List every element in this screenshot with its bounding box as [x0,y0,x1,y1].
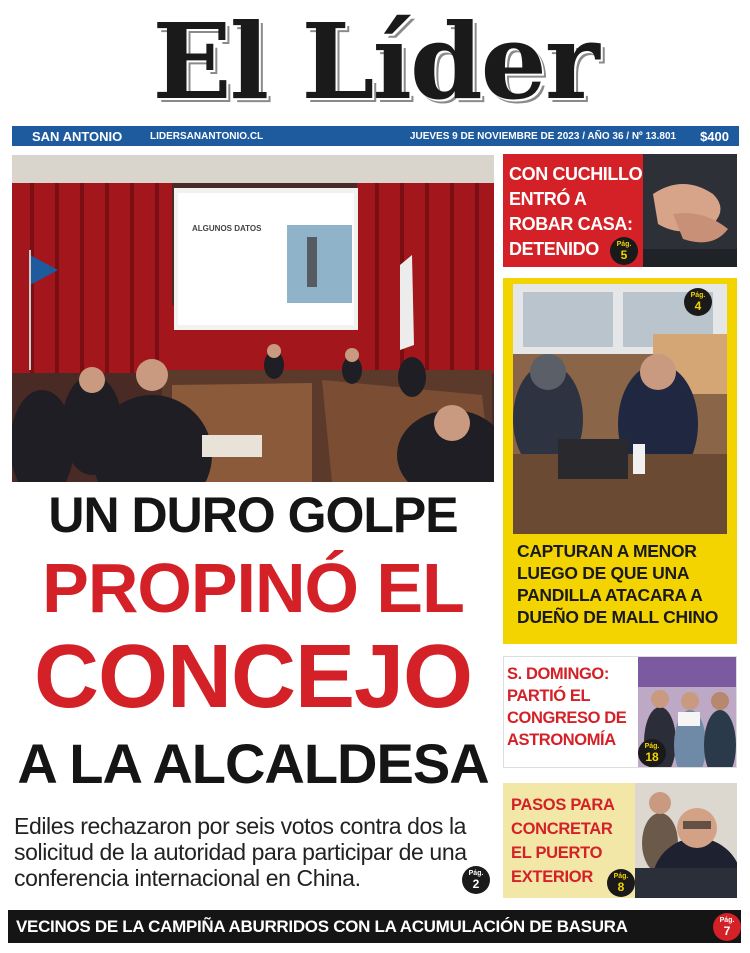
page-number: 2 [472,877,480,891]
main-story-page-badge[interactable] [462,866,490,894]
side-story-page-badge[interactable] [684,288,712,316]
page-label: Pág. [644,743,660,750]
page-label: Pág. [468,870,484,877]
edition-date: JUEVES 9 DE NOVIEMBRE DE 2023 / AÑO 36 / Nº 13.801 [409,130,677,142]
handcuffed-hands-image [643,154,737,267]
website-link[interactable]: LIDERSANANTONIO.CL [150,130,264,142]
side-story-headline: CAPTURAN A MENOR LUEGO DE QUE UNA PANDILLA ATACARA A DUEÑO DE MALL CHINO [517,541,719,627]
bottom-story-bar[interactable] [8,910,741,943]
main-story-deck: Ediles rechazaron por seis votos contra dos la solicitud de la autoridad para participar de una conferencia internacional en China. [14,813,467,891]
courtroom-image [513,284,727,534]
side-story-outer-port[interactable] [503,783,737,898]
side-story-page-badge[interactable] [607,869,635,897]
main-headline-line-2[interactable]: PROPINÓ EL [42,549,464,627]
edition-city: SAN ANTONIO [32,128,123,144]
masthead [0,0,750,124]
page-number: 18 [645,750,659,764]
page-label: Pág. [690,292,706,299]
side-story-headline: CON CUCHILLO ENTRÓ A ROBAR CASA: DETENIDO [509,164,643,259]
main-headline-line-4[interactable]: A LA ALCALDESA [17,732,489,795]
side-story-photo [635,783,737,898]
bottom-story-headline: VECINOS DE LA CAMPIÑA ABURRIDOS CON LA ACUMULACIÓN DE BASURA [16,917,628,936]
page-label: Pág. [719,917,735,924]
council-meeting-image [12,155,494,482]
price-label: $400 [700,128,729,144]
page-number: 4 [694,299,702,313]
side-story-headline: PASOS PARA CONCRETAR EL PUERTO EXTERIOR [511,796,615,886]
newspaper-title: El Líder [152,0,598,123]
side-story-headline: S. DOMINGO: PARTIÓ EL CONGRESO DE ASTRONOMÍA [507,665,627,749]
page-number: 5 [620,248,628,262]
side-story-page-badge[interactable] [610,237,638,265]
main-headline-line-3[interactable]: CONCEJO [33,627,473,727]
side-story-photo [643,154,737,267]
main-story-photo[interactable] [12,155,494,482]
screen-text: ALGUNOS DATOS [192,224,262,233]
bottom-story-page-badge[interactable] [713,913,741,941]
page-label: Pág. [613,873,629,880]
side-story-mall-attack[interactable] [503,278,737,644]
page-label: Pág. [616,241,632,248]
side-story-photo [513,284,727,534]
official-portrait-image [635,783,737,898]
side-story-astronomy-congress[interactable] [503,656,737,768]
main-headline-line-1[interactable]: UN DURO GOLPE [48,487,458,543]
page-number: 7 [723,924,731,938]
page-number: 8 [617,880,625,894]
edition-info-bar [12,126,739,146]
side-story-knife-robbery[interactable] [503,154,737,267]
side-story-page-badge[interactable] [638,739,666,767]
